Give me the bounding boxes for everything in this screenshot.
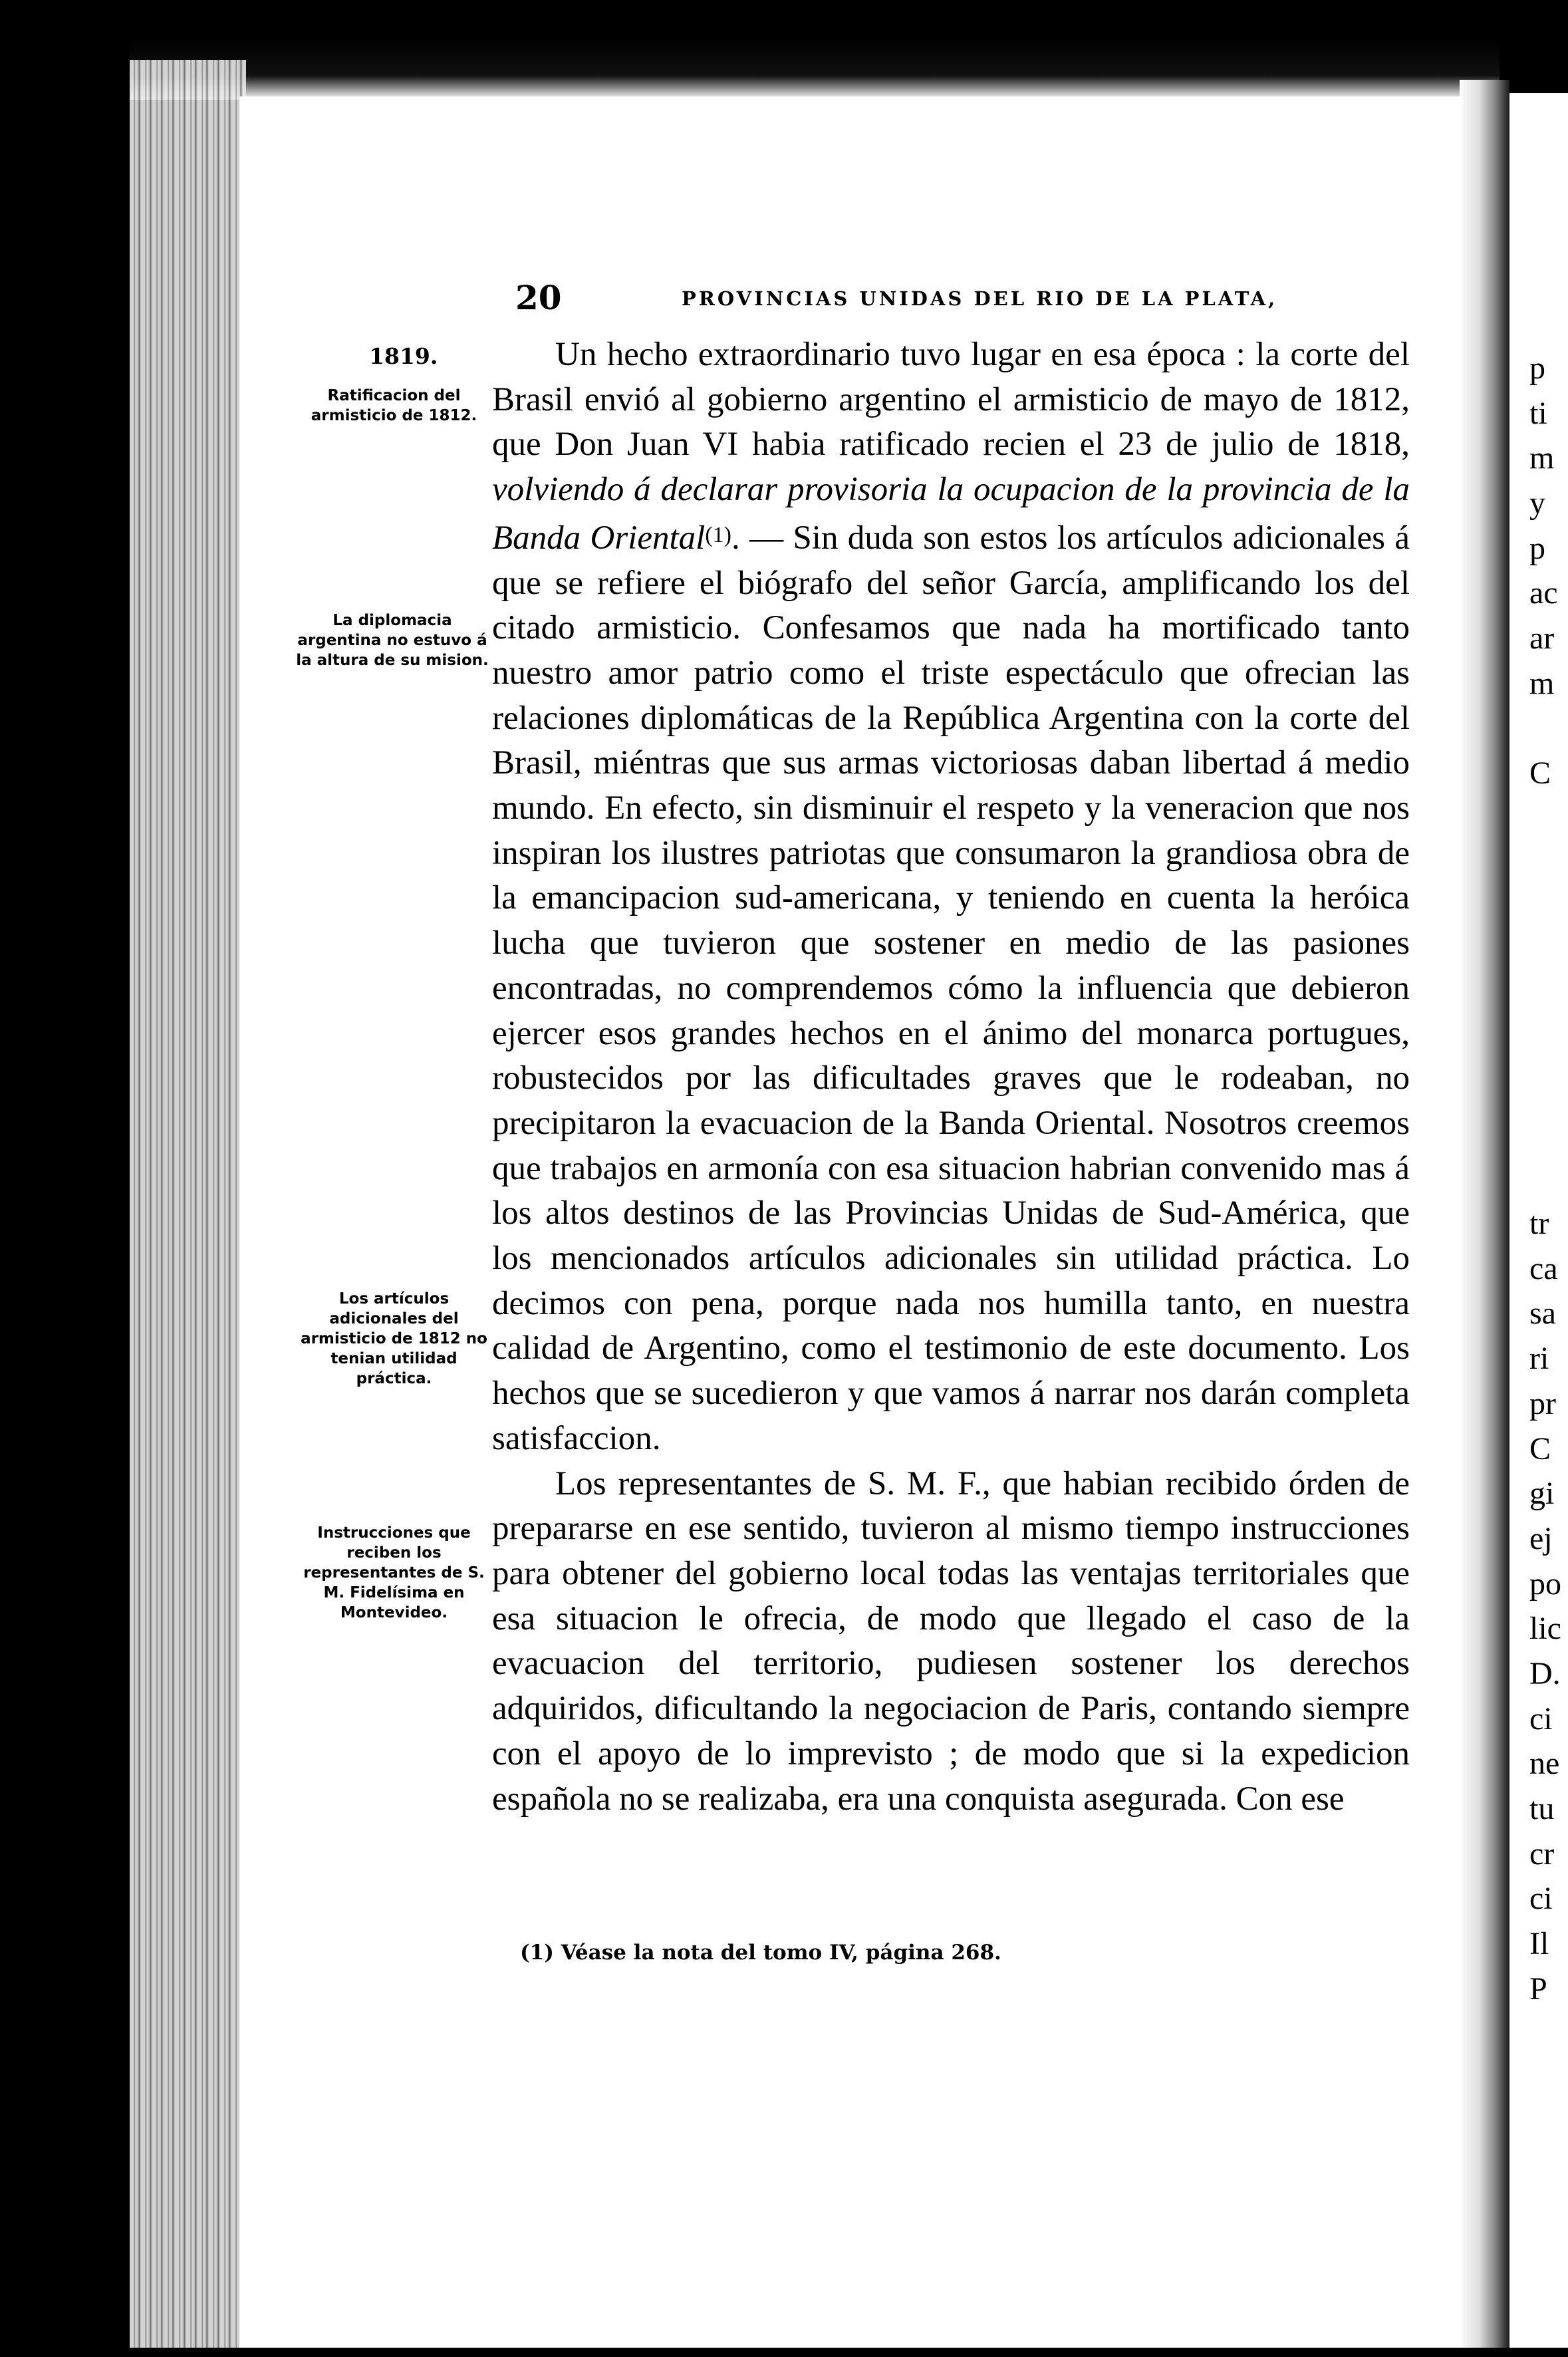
page-header	[515, 278, 1373, 318]
paragraph-text: Un hecho extraordinario tuvo lugar en esa época : la corte del Brasil envió al gobierno argentino el armisticio de mayo de 1812, que Don Juan VI habia ratificado recien el 23 de julio de 1818,	[492, 336, 1410, 464]
facing-page-line-fragment	[1529, 706, 1568, 752]
facing-page-line-fragment: lic	[1529, 1611, 1561, 1647]
right-gutter	[1460, 80, 1509, 2348]
facing-page-text-fragments	[1529, 346, 1568, 2011]
facing-page-line-fragment: P	[1529, 1971, 1547, 2007]
margin-year: 1819.	[369, 343, 438, 369]
page-top-edge	[130, 40, 1500, 100]
running-head: PROVINCIAS UNIDAS DEL RIO DE LA PLATA,	[682, 287, 1278, 310]
facing-page-line-fragment: ej	[1529, 1520, 1553, 1556]
paragraph-text: . — Sin duda son estos los artículos adicionales á que se refiere el biógrafo del señor García, amplificando los del citado armisticio. Confesamos que nada ha mortificado tanto nuestro amor patrio como el triste espectáculo que ofrecian las relaciones diplomáticas de la República Argentina con la corte del Brasil, miéntras que sus armas victoriosas daban libertad á medio mundo. En efecto, sin disminuir el respeto y la veneracion que nos inspiran los ilustres patriotas que consumaron la grandiosa obra de la emancipacion sud-americana, y teniendo en cuenta la heróica lucha que tuvieron que sostener en medio de las pasiones encontradas, no comprendemos cómo la influencia que debieron ejercer esos grandes hechos en el ánimo del monarca portugues, robustecidos por las dificultades graves que le rodeaban, no precipitaron la evacuacion de la Banda Oriental. Nosotros creemos que trabajos en armonía con esa situacion habrian convenido mas á los altos destinos de las Provincias Unidas de Sud-América, que los mencionados artículos adicionales sin utilidad práctica. Lo decimos con pena, porque nada nos humilla tanto, en nuestra calidad de Argentino, como el testimonio de este documento. Los hechos que se sucedieron y que vamos á narrar nos darán completa satisfaccion.	[492, 519, 1410, 1457]
facing-page-line-fragment: gi	[1529, 1476, 1555, 1512]
margin-note-instrucciones: Instrucciones que reciben los representantes de S. M. Fidelísima en Montevideo.	[303, 1524, 485, 1621]
facing-page-line-fragment	[1529, 886, 1568, 931]
facing-page-line-fragment	[1529, 1111, 1568, 1157]
book-spine	[130, 60, 246, 2348]
facing-page-line-fragment: ar	[1529, 621, 1555, 656]
facing-page-line-fragment: ri	[1529, 1341, 1549, 1377]
paragraph: Los representantes de S. M. F., que habian recibido órden de prepararse en ese sentido, tuvieron al mismo tiempo instrucciones para obtener del gobierno local todas las ventajas territoriales que esa situacion le ofrecia, de modo que llegado el caso de la evacuacion del territorio, pudiesen sostener los derechos adquiridos, dificultando la negociacion de Paris, contando siempre con el apoyo de lo imprevisto ; de modo que si la expedicion española no se realizaba, era una conquista asegurada. Con ese	[492, 1464, 1410, 1818]
facing-page-line-fragment	[1529, 841, 1568, 887]
body-text	[492, 333, 1410, 1822]
facing-page-line-fragment: ci	[1529, 1701, 1553, 1736]
facing-page-line-fragment: sa	[1529, 1296, 1556, 1331]
facing-page-line-fragment: m	[1529, 665, 1555, 701]
paragraph	[492, 333, 1410, 1462]
facing-page-line-fragment: p	[1529, 350, 1545, 386]
facing-page-line-fragment	[1529, 1156, 1568, 1201]
facing-page-line-fragment: y	[1529, 485, 1545, 521]
margin-note-articulos: Los artículos adicionales del armisticio de 1812 no tenian utilidad práctica.	[301, 1290, 487, 1387]
facing-page-line-fragment: p	[1529, 530, 1545, 566]
facing-page-line-fragment	[1529, 1066, 1568, 1111]
italic-phrase: volviendo á declarar provisoria la ocupacion de la provincia de la Banda Oriental	[492, 471, 1410, 557]
facing-page-line-fragment: D.	[1529, 1655, 1561, 1691]
facing-page-line-fragment	[1529, 976, 1568, 1022]
facing-page-line-fragment	[1529, 796, 1568, 841]
facing-page-line-fragment: tr	[1529, 1206, 1549, 1242]
facing-page-line-fragment: ne	[1529, 1746, 1560, 1782]
facing-page-line-fragment: tu	[1529, 1791, 1555, 1826]
margin-note-ratificacion: Ratificacion del armisticio de 1812.	[311, 387, 477, 424]
facing-page-line-fragment: po	[1529, 1566, 1561, 1601]
facing-page-line-fragment: ti	[1529, 395, 1547, 431]
footnote: (1) Véase la nota del tomo IV, página 268.	[520, 1941, 1001, 1965]
facing-page-line-fragment: m	[1529, 440, 1555, 476]
facing-page-line-fragment: pr	[1529, 1385, 1556, 1421]
footnote-reference: (1)	[705, 522, 731, 547]
facing-page-line-fragment: ci	[1529, 1881, 1553, 1917]
page-number: 20	[515, 278, 562, 317]
facing-page-line-fragment: ac	[1529, 575, 1558, 611]
facing-page-line-fragment: ca	[1529, 1250, 1558, 1286]
facing-page-line-fragment: C	[1529, 756, 1551, 791]
margin-note-diplomacia: La diplomacia argentina no estuvo á la altura de su mision.	[296, 612, 489, 669]
facing-page-line-fragment	[1529, 931, 1568, 976]
facing-page-line-fragment	[1529, 1021, 1568, 1066]
facing-page-line-fragment: Il	[1529, 1926, 1549, 1962]
facing-page-line-fragment: cr	[1529, 1836, 1555, 1872]
facing-page-line-fragment: C	[1529, 1431, 1551, 1466]
